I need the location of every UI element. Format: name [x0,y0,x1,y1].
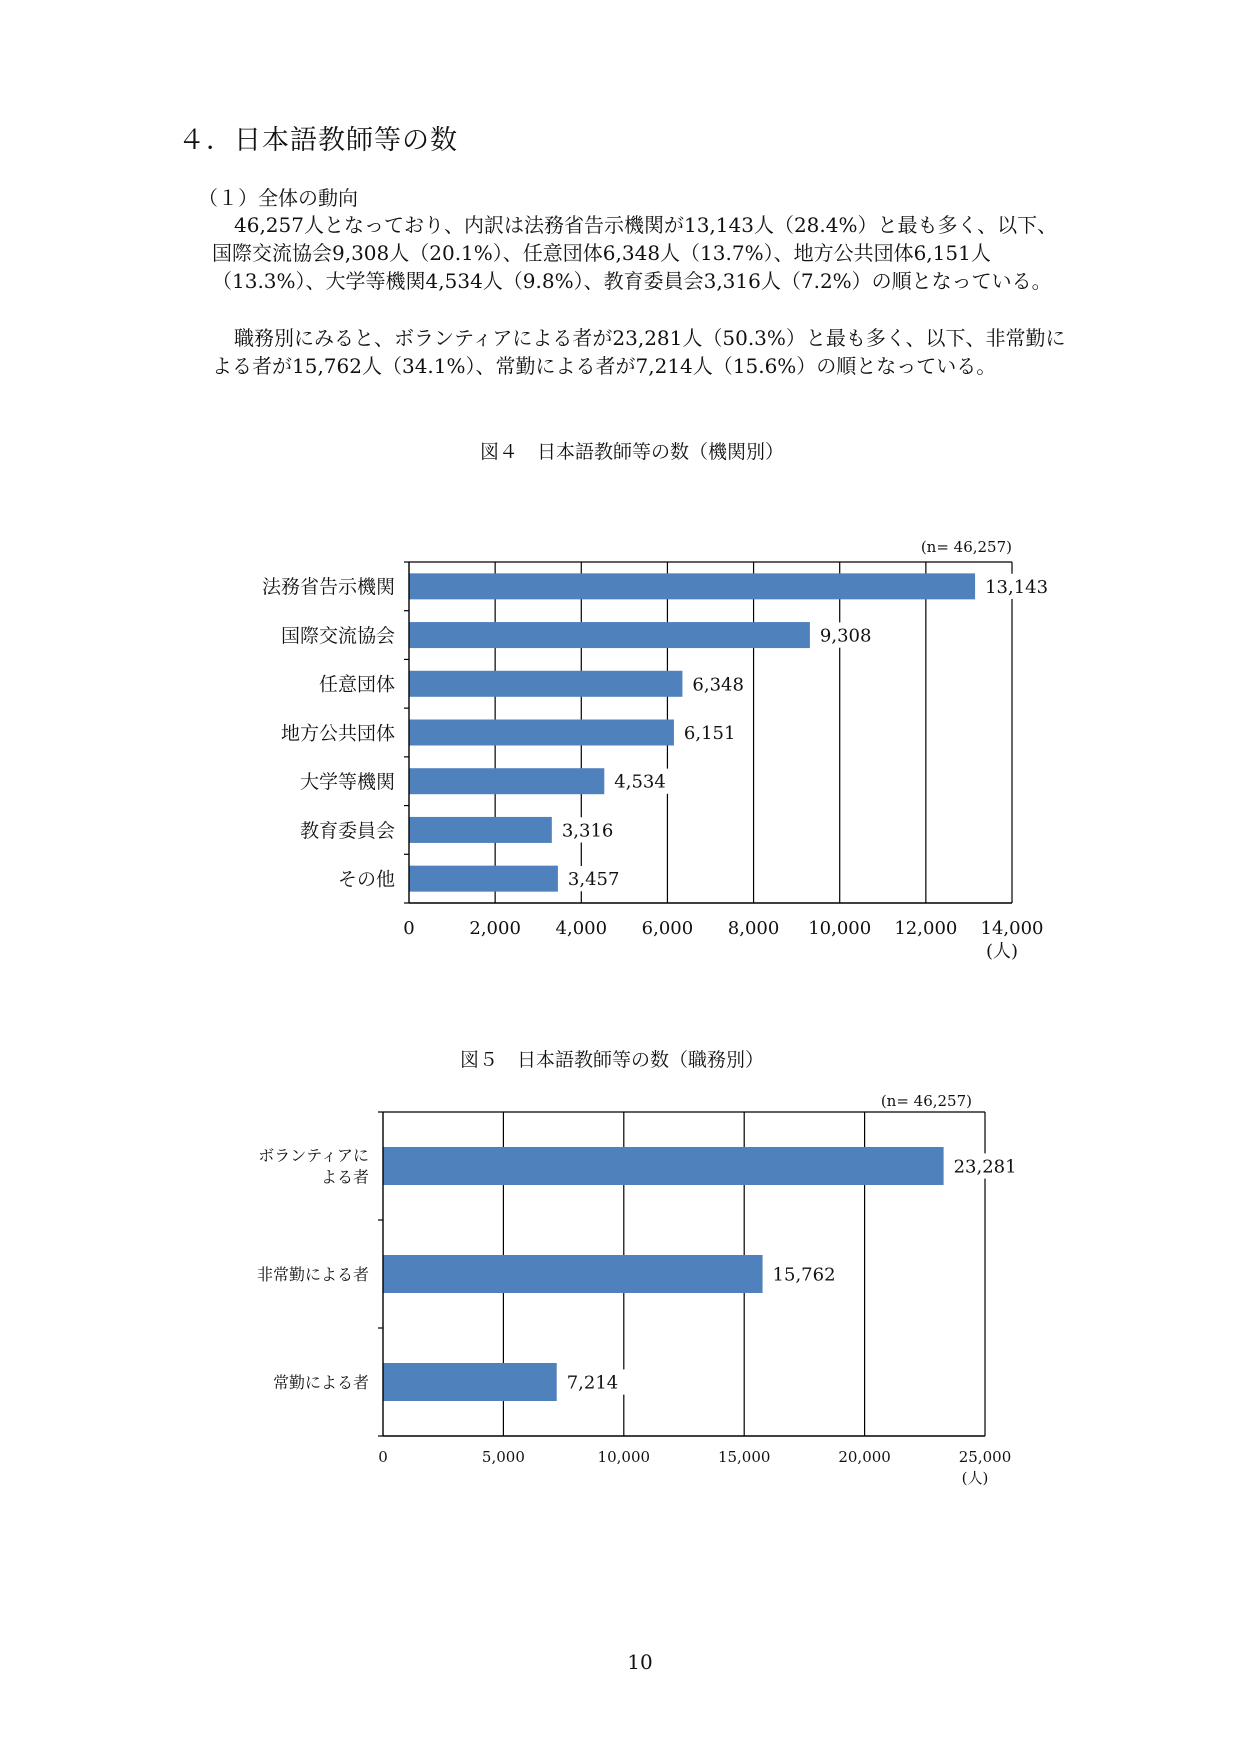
fig5-x-tick-label: 0 [378,1448,388,1466]
body-paragraph-2: 職務別にみると、ボランティアによる者が23,281人（50.3%）と最も多く、以下、非常勤による者が15,762人（34.1%）、常勤による者が7,214人（15.6%）の順となっている。 [212,326,1066,378]
fig4-value-label: 13,143 [985,576,1049,598]
fig4-unit-label: (人) [985,941,1019,962]
fig5-x-tick-label: 10,000 [597,1448,651,1466]
fig5-bar [383,1147,944,1185]
fig5-x-tick-label: 20,000 [838,1448,891,1466]
fig5-category-label: ボランティアに [258,1145,369,1165]
fig5-value-label: 7,214 [566,1372,619,1394]
fig4-category-label: 法務省告示機関 [261,576,395,599]
fig4-x-tick-label: 10,000 [808,918,872,939]
fig4-category-label: 教育委員会 [299,819,395,842]
fig5-category-label: よる者 [320,1167,369,1187]
fig4-x-tick-label: 14,000 [980,918,1044,939]
fig5-x-tick-label: 5,000 [481,1448,525,1466]
fig4-category-label: 国際交流協会 [280,624,395,647]
fig4-sample-size-note: (n= 46,257) [920,538,1012,556]
fig5-value-label: 23,281 [953,1156,1017,1178]
fig4-bar [409,817,552,843]
page-number: 10 [627,1650,653,1674]
fig4-category-label: 地方公共団体 [280,722,395,745]
fig4-category-label: 任意団体 [318,673,395,696]
fig5-x-tick-label: 25,000 [958,1448,1012,1466]
fig4-value-label: 6,151 [683,722,736,744]
fig5-category-label: 非常勤による者 [256,1264,369,1284]
fig4-bar [409,720,674,746]
fig4-category-label: その他 [337,868,395,891]
fig4-x-tick-label: 12,000 [894,918,958,939]
fig4-x-tick-label: 2,000 [469,918,521,939]
fig5-category-label: 常勤による者 [272,1372,369,1392]
fig5-sample-size-note: (n= 46,257) [880,1092,972,1110]
fig4-category-label: 大学等機関 [299,771,395,794]
body-paragraph-1: 46,257人となっており、内訳は法務省告示機関が13,143人（28.4%）と最も多く、以下、国際交流協会9,308人（20.1%）、任意団体6,348人（13.7%）、地方公共団体6,151人（13.3%）、大学等機関4,534人（9.8%）、教育委員会3,316人（7.2%）の順となっている。 [212,213,1058,293]
section-heading: ４．日本語教師等の数 [178,125,458,156]
fig4-bar [409,573,975,599]
fig4-value-label: 9,308 [819,625,872,647]
fig4-value-label: 6,348 [692,674,744,696]
fig5-value-label: 15,762 [772,1264,836,1286]
fig4-x-tick-label: 4,000 [555,918,608,939]
subsection-heading: （１）全体の動向 [198,186,358,210]
fig5-x-tick-label: 15,000 [717,1448,771,1466]
fig4-value-label: 3,457 [567,869,620,891]
fig5-bar [383,1363,557,1401]
fig4-value-label: 3,316 [561,820,614,842]
fig4-x-tick-label: 8,000 [727,918,780,939]
figure-4-title: 図４ 日本語教師等の数（機関別） [480,441,785,463]
fig4-bar [409,622,810,648]
fig4-bar [409,671,682,697]
fig4-bar [409,866,558,892]
fig4-bar [409,768,604,794]
fig5-bar [383,1255,763,1293]
fig4-value-label: 4,534 [614,771,666,793]
fig5-unit-label: (人) [961,1469,989,1487]
fig4-x-tick-label: 6,000 [641,918,694,939]
figure-5-title: 図５ 日本語教師等の数（職務別） [460,1049,765,1071]
fig4-x-tick-label: 0 [403,918,415,939]
